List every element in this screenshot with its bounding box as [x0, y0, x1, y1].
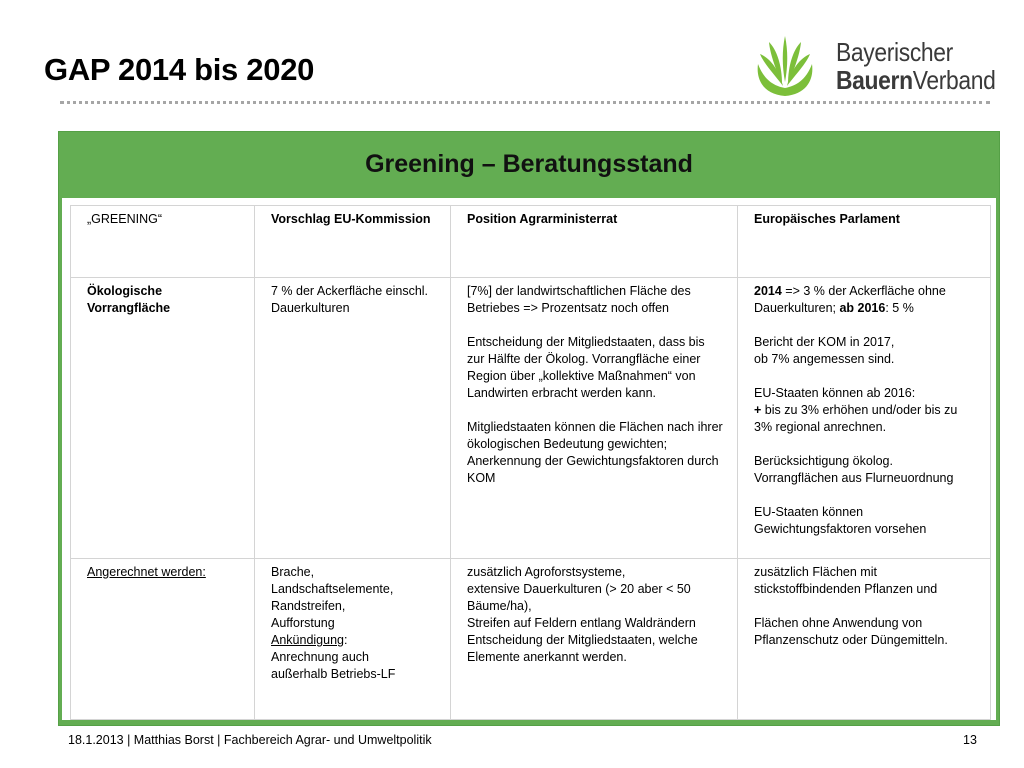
logo-line-1: Bayerischer: [836, 37, 953, 67]
council-paragraph: Mitgliedstaaten können die Flächen nach ihrer ökologischen Bedeutung gewichten; Anerkennung der Gewichtungsfaktoren durch KOM: [467, 420, 723, 485]
parliament-paragraph: EU-Staaten können ab 2016: + bis zu 3% erhöhen und/oder bis zu 3% regional anrechnen.: [754, 386, 958, 434]
table-row: [71, 559, 991, 720]
plus-glyph: +: [754, 403, 762, 417]
header-council: Position Agrarministerrat: [451, 206, 738, 278]
council-vorrangflaeche: [451, 278, 738, 559]
council-angerechnet: zusätzlich Agroforstsysteme, extensive Dauerkulturen (> 20 aber < 50 Bäume/ha), Streifen auf Feldern entlang Waldrändern Entscheidung der Mitgliedstaaten, welche Elemente anerkannt werden.: [451, 559, 738, 720]
panel-body: [62, 198, 996, 720]
parliament-paragraph: Flächen ohne Anwendung von Pflanzenschutz oder Düngemitteln.: [754, 616, 948, 647]
greening-panel: [58, 131, 1000, 726]
commission-angerechnet: Brache, Landschaftselemente, Randstreifen, Aufforstung Ankündigung: Anrechnung auch außerhalb Betriebs-LF: [255, 559, 451, 720]
parliament-paragraph: EU-Staaten können Gewichtungsfaktoren vorsehen: [754, 505, 927, 536]
header-parliament: Europäisches Parlament: [738, 206, 991, 278]
slide-title: GAP 2014 bis 2020: [44, 52, 315, 87]
table-header-row: [71, 206, 991, 278]
row-label-vorrangflaeche: Ökologische Vorrangfläche: [71, 278, 255, 559]
sprout-logo-icon: [752, 34, 818, 100]
page-number: 13: [963, 733, 977, 747]
bbv-logo: [752, 34, 996, 100]
logo-regular-part: Verband: [912, 65, 996, 95]
panel-title: Greening – Beratungsstand: [365, 150, 693, 178]
logo-bold-part: Bauern: [836, 65, 913, 95]
title-divider: [60, 101, 990, 104]
table-row: [71, 278, 991, 559]
parliament-paragraph: zusätzlich Flächen mit stickstoffbindenden Pflanzen und: [754, 565, 938, 596]
header-commission: Vorschlag EU-Kommission: [255, 206, 451, 278]
footer-info: 18.1.2013 | Matthias Borst | Fachbereich Agrar- und Umweltpolitik: [68, 733, 432, 747]
parliament-angerechnet: [738, 559, 991, 720]
row-label-angerechnet: Angerechnet werden:: [71, 559, 255, 720]
parliament-paragraph: 2014 => 3 % der Ackerfläche ohne Dauerkulturen; ab 2016: 5 %: [754, 284, 946, 315]
parliament-vorrangflaeche: [738, 278, 991, 559]
logo-line-2: [836, 66, 996, 94]
council-paragraph: [7%] der landwirtschaftlichen Fläche des Betriebes => Prozentsatz noch offen: [467, 284, 691, 315]
council-paragraph: Entscheidung der Mitgliedstaaten, dass bis zur Hälfte der Ökolog. Vorrangfläche einer Region über „kollektive Maßnahmen“ von Landwirten erbracht werden kann.: [467, 335, 705, 400]
parliament-paragraph: Bericht der KOM in 2017, ob 7% angemessen sind.: [754, 335, 895, 366]
commission-vorrangflaeche: 7 % der Ackerfläche einschl. Dauerkulturen: [255, 278, 451, 559]
parliament-paragraph: Berücksichtigung ökolog. Vorrangflächen aus Flurneuordnung: [754, 454, 954, 485]
header-greening: „GREENING“: [71, 206, 255, 278]
greening-table: [70, 205, 991, 720]
